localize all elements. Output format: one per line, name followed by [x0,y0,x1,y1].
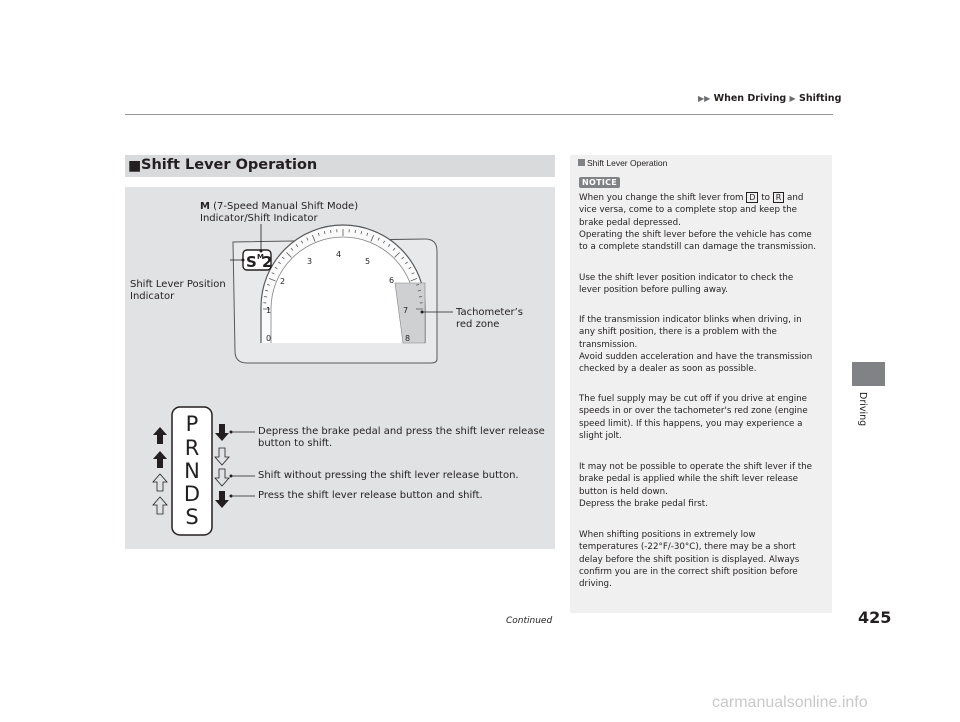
tach-label-line1: Tachometer’s [456,307,524,318]
paragraph-shift-notice [579,192,829,253]
page-number: 425 [858,608,892,627]
text: When shifting positions in extremely low [579,530,756,540]
callout-dot [421,311,424,314]
chapter-label: Driving [857,392,868,427]
section-title: Shift Lever Operation [141,157,318,173]
text: The fuel supply may be cut off if you drive at engine [579,394,808,404]
text: driving. [579,579,612,590]
legend-text: Press the shift lever release button and shift. [258,490,483,501]
callout-dot [230,495,233,498]
arrow-down-filled-icon [215,424,229,441]
gear-n: N [184,459,200,483]
arrow-down-outline-icon [215,469,229,486]
sidebar-heading [578,158,667,168]
tach-number-0: 0 [266,334,272,343]
paragraph-low-temperature [579,529,829,590]
text: and [784,193,804,203]
shift-position-line1: Shift Lever Position [130,279,226,290]
paragraph-release-button [579,461,829,510]
sidebar-heading-text: Shift Lever Operation [587,158,668,168]
tach-number-7: 7 [403,306,409,315]
tach-number-6: 6 [389,276,395,285]
text: It may not be possible to operate the shift lever if the [579,462,813,472]
text: temperatures (-22°F/-30°C), there may be a short [579,542,796,553]
continued-label: Continued [506,616,553,626]
text: to a complete standstill can damage the transmission. [579,242,817,253]
legend-item-press-brake [258,426,545,450]
text: brake pedal is applied while the shift lever release [579,474,798,485]
text: speeds in or over the tachometer's red zone (engine [579,406,808,417]
text: any shift position, there is a problem with the [579,327,777,338]
text: Depress the brake pedal first. [579,498,708,509]
legend-text: button to shift. [258,438,333,449]
legend-item-no-button [258,470,519,482]
arrow-up-outline-icon [153,474,167,491]
gear-d: D [183,482,201,506]
tach-label-line2: red zone [456,319,500,330]
text: vice versa, come to a complete stop and keep the [579,205,798,216]
text: If the transmission indicator blinks when driving, in [579,315,802,325]
text: Use the shift lever position indicator to check the [579,273,794,283]
sidebar-notes [570,155,832,613]
tach-number-2: 2 [280,277,286,286]
notice-badge: NOTICE [579,177,620,188]
section-bullet: ■ [128,158,142,174]
arrow-up-filled-icon [153,451,167,468]
arrow-down-filled-icon [215,491,229,508]
text: transmission. [579,339,638,350]
legend-text: Shift without pressing the shift lever release button. [258,470,519,481]
text: confirm you are in the correct shift position before [579,566,798,577]
text: Operating the shift lever before the vehicle has come [579,229,812,240]
text: lever position before pulling away. [579,285,728,296]
breadcrumb-item-shifting[interactable]: Shifting [799,93,842,104]
section-title-bar [125,155,555,177]
text: delay before the shift position is displayed. Always [579,554,800,565]
chapter-tab [852,362,885,386]
breadcrumb [698,93,841,104]
legend-item-press-button [258,490,483,502]
breadcrumb-item-when-driving[interactable]: When Driving [713,93,787,104]
tach-number-3: 3 [307,257,313,266]
header-divider [125,114,833,115]
m-indicator-line2: Indicator/Shift Indicator [200,213,318,224]
text: speed limit). If this happens, you may experience a [579,418,803,429]
gear-s: S [185,505,199,529]
text: slight jolt. [579,430,622,441]
shift-lever-figure [125,187,555,549]
note-icon [578,159,585,166]
arrow-down-outline-icon [215,448,229,465]
legend-text: Depress the brake pedal and press the shift lever release [258,426,545,437]
paragraph-fuel-cut [579,393,829,442]
key-r: R [773,192,785,203]
tach-number-8: 8 [405,334,411,343]
m-indicator-label [200,201,358,225]
gear-p: P [185,412,199,436]
key-d: D [746,192,758,203]
m-indicator-bold: M [200,201,210,212]
callout-dot [230,475,233,478]
callout-dot [260,250,263,253]
text: When you change the shift lever from [579,193,747,203]
shift-position-line2: Indicator [130,291,175,302]
arrow-up-outline-icon [153,497,167,514]
text: brake pedal depressed. [579,217,681,228]
shift-indicator-s: S [246,253,257,271]
callout-dot [230,431,233,434]
tach-number-1: 1 [266,306,272,315]
tach-number-4: 4 [336,250,342,259]
shift-indicator-m: M [257,253,264,261]
breadcrumb-arrow: ▶ [789,94,796,103]
text: to [758,193,773,203]
shift-indicator-gear: 2 [262,253,273,271]
tach-number-5: 5 [365,257,371,266]
paragraph-position-indicator [579,272,829,297]
tachometer-red-zone-label [456,307,523,331]
callout-dot [242,259,245,262]
breadcrumb-arrow: ▶▶ [698,94,711,103]
gear-r: R [184,436,200,460]
text: checked by a dealer as soon as possible. [579,364,757,375]
shift-position-label [130,279,226,303]
watermark: carmanualsonline.info [712,694,868,711]
m-indicator-text: (7-Speed Manual Shift Mode) [209,201,359,212]
text: Avoid sudden acceleration and have the transmission [579,351,813,362]
text: button is held down. [579,486,668,497]
arrow-up-filled-icon [153,427,167,444]
paragraph-blinking-indicator [579,314,829,375]
